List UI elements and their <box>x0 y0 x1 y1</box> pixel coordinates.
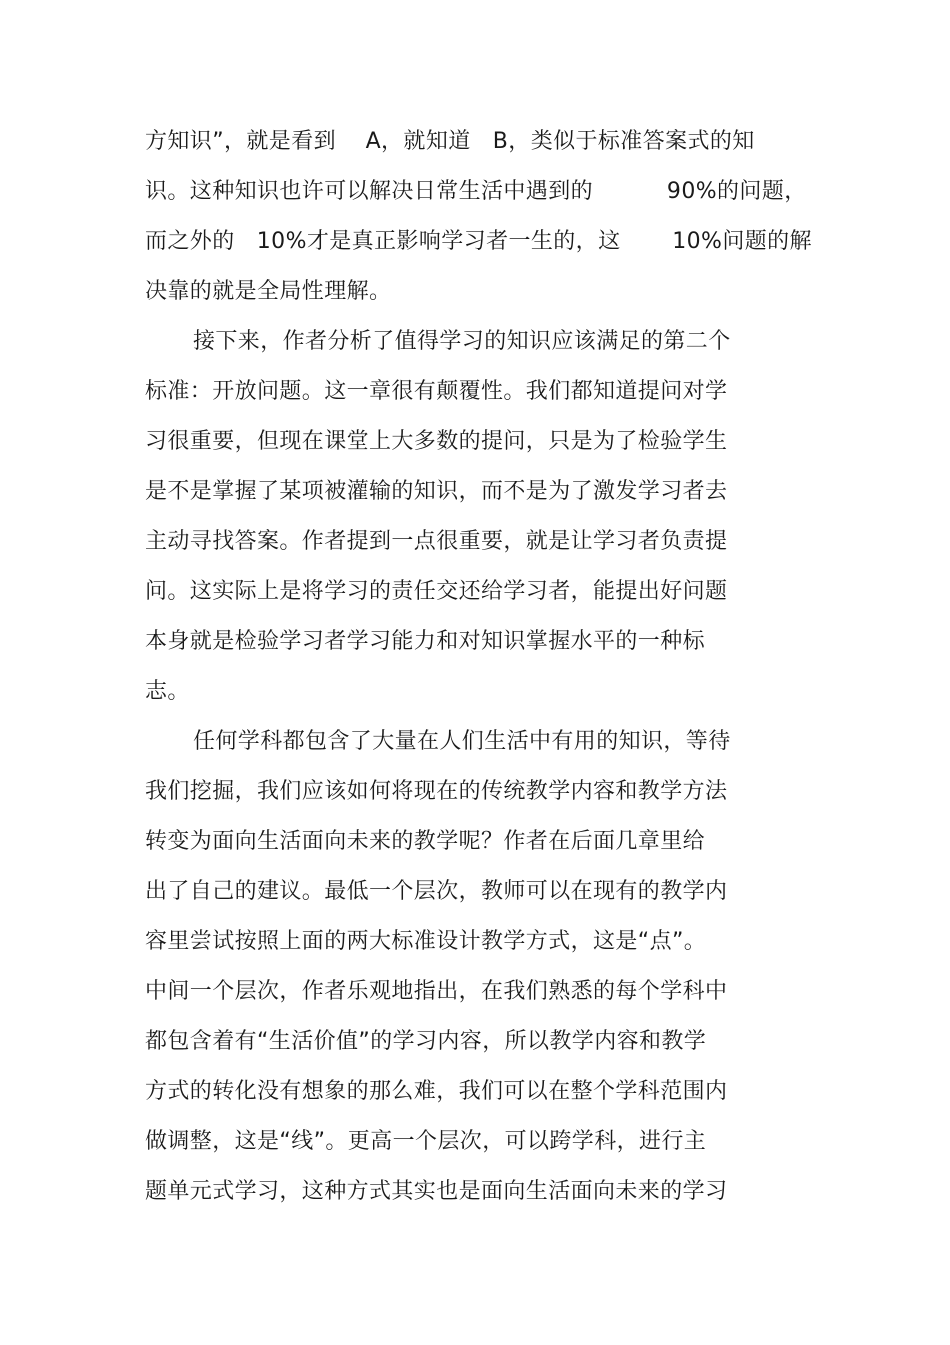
paragraph-first-line: 接下来，作者分析了值得学习的知识应该满足的第二个 <box>193 329 731 354</box>
text-line: 方知识”，就是看到 A，就知道 B，类似于标准答案式的知 <box>145 129 755 154</box>
text-line: 容里尝试按照上面的两大标准设计教学方式，这是“点”。 <box>145 929 707 954</box>
text-line: 我们挖掘，我们应该如何将现在的传统教学内容和教学方法 <box>145 779 728 804</box>
text-line: 决靠的就是全局性理解。 <box>145 279 392 304</box>
text-line: 都包含着有“生活价值”的学习内容，所以教学内容和教学 <box>145 1029 707 1054</box>
text-line: 做调整，这是“线”。更高一个层次，可以跨学科，进行主 <box>145 1129 707 1154</box>
text-line: 习很重要，但现在课堂上大多数的提问，只是为了检验学生 <box>145 429 728 454</box>
text-line: 主动寻找答案。作者提到一点很重要，就是让学习者负责提 <box>145 529 728 554</box>
text-line: 题单元式学习，这种方式其实也是面向生活面向未来的学习 <box>145 1179 728 1204</box>
paragraph-first-line: 任何学科都包含了大量在人们生活中有用的知识，等待 <box>193 729 731 754</box>
text-line: 方式的转化没有想象的那么难，我们可以在整个学科范围内 <box>145 1079 728 1104</box>
text-line: 问。这实际上是将学习的责任交还给学习者，能提出好问题 <box>145 579 728 604</box>
text-line: 识。这种知识也许可以解决日常生活中遇到的 90%的问题， <box>145 179 807 204</box>
text-line: 出了自己的建议。最低一个层次，教师可以在现有的教学内 <box>145 879 728 904</box>
text-line: 志。 <box>145 679 190 704</box>
text-line: 而之外的 10%才是真正影响学习者一生的，这 10%问题的解 <box>145 229 812 254</box>
text-line: 标准：开放问题。这一章很有颠覆性。我们都知道提问对学 <box>145 379 728 404</box>
text-line: 是不是掌握了某项被灌输的知识，而不是为了激发学习者去 <box>145 479 728 504</box>
text-line: 转变为面向生活面向未来的教学呢？作者在后面几章里给 <box>145 829 706 854</box>
text-line: 本身就是检验学习者学习能力和对知识掌握水平的一种标 <box>145 629 706 654</box>
text-line: 中间一个层次，作者乐观地指出，在我们熟悉的每个学科中 <box>145 979 728 1004</box>
